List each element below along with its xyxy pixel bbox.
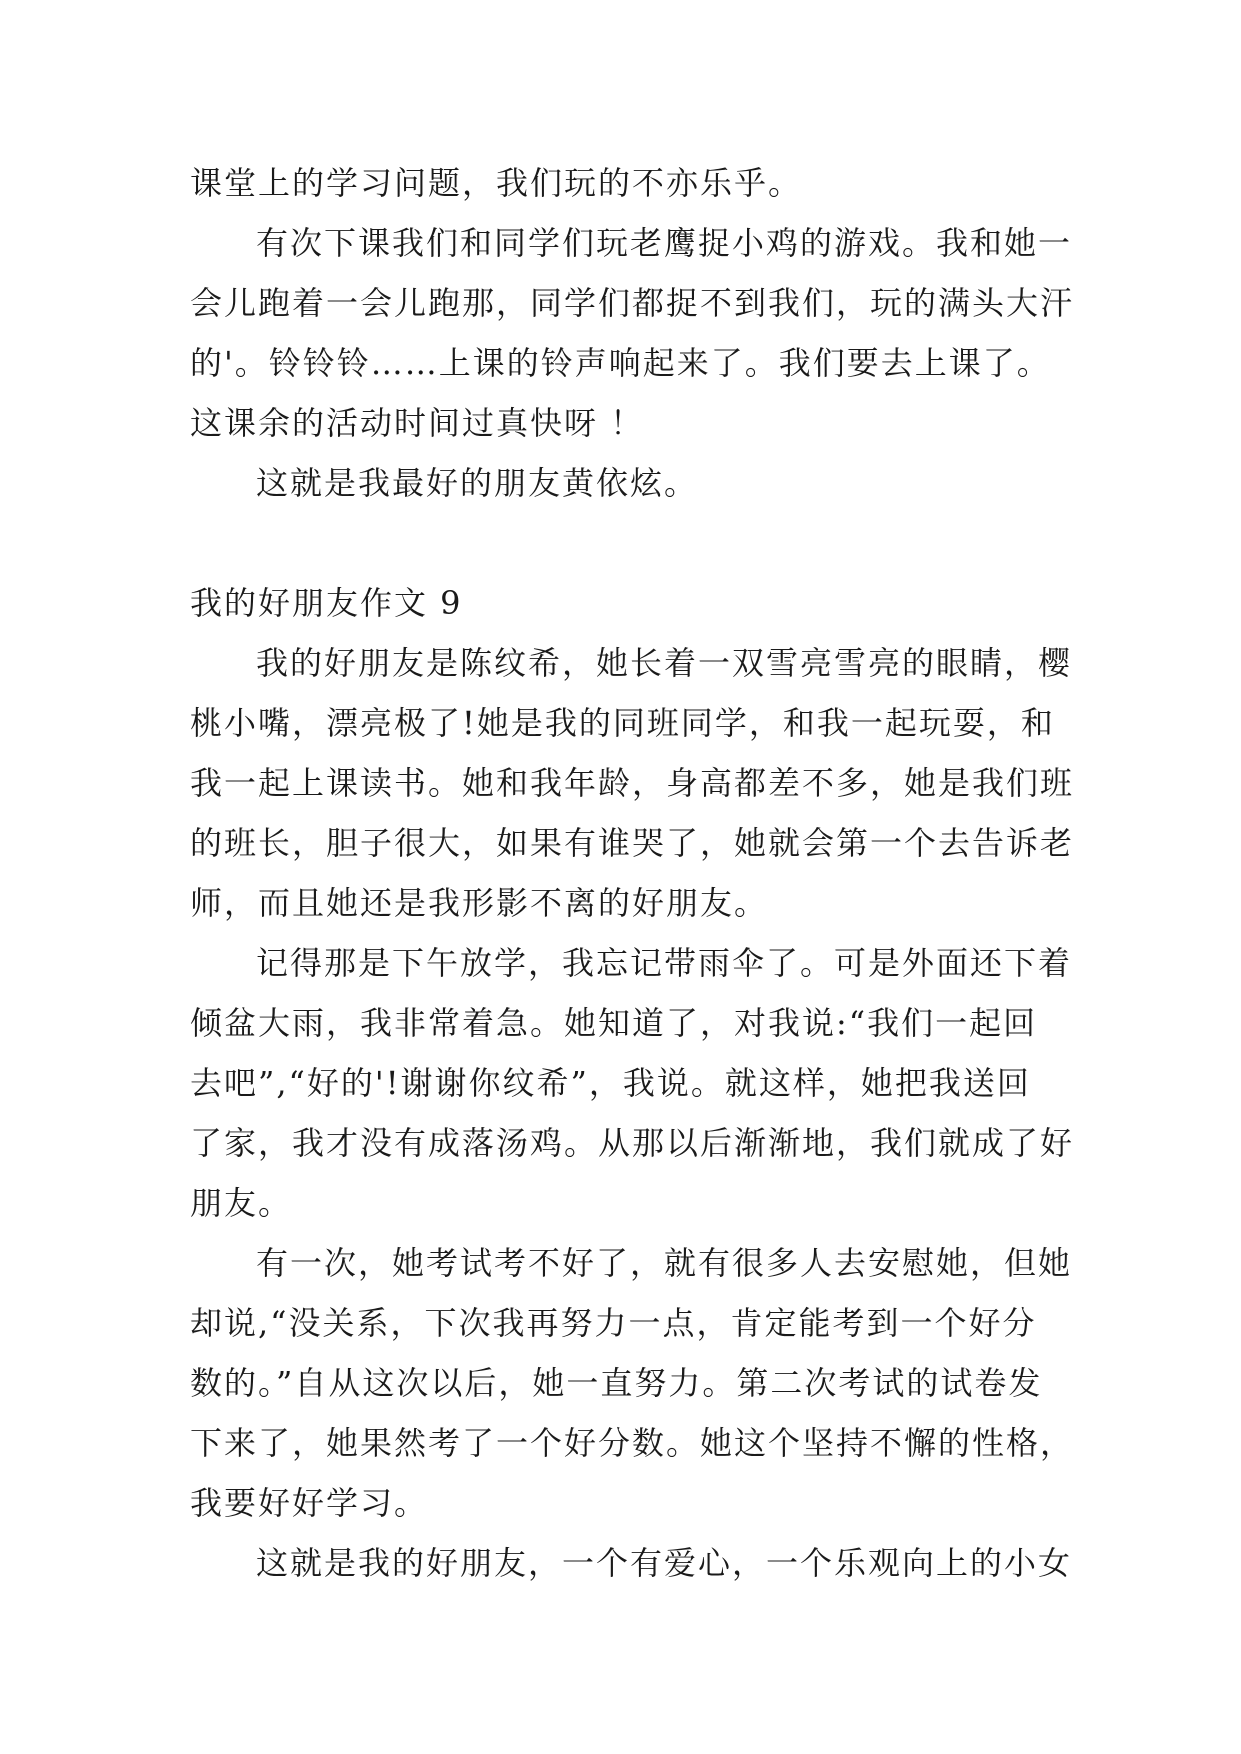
text-line: 去吧”,“好的'!谢谢你纹希”，我说。就这样，她把我送回 [190,1064,1031,1102]
paragraph-start-line: 有次下课我们和同学们玩老鹰捉小鸡的游戏。我和她一 [256,224,1073,262]
text-line: 我一起上课读书。她和我年龄，身高都差不多，她是我们班 [190,764,1075,802]
text-line: 的班长，胆子很大，如果有谁哭了，她就会第一个去告诉老 [190,824,1075,862]
text-line: 师，而且她还是我形影不离的好朋友。 [190,884,769,922]
paragraph-start-line: 这就是我最好的朋友黄依炫。 [256,464,699,502]
document-body [190,153,1075,1593]
paragraph-start-line: 记得那是下午放学，我忘记带雨伞了。可是外面还下着 [256,944,1073,982]
text-line: 了家，我才没有成落汤鸡。从那以后渐渐地，我们就成了好 [190,1124,1075,1162]
text-line: 的'。铃铃铃……上课的铃声响起来了。我们要去上课了。 [190,344,1051,382]
text-line: 桃小嘴，漂亮极了!她是我的同班同学，和我一起玩耍，和 [190,704,1055,742]
paragraph-start-line: 这就是我的好朋友，一个有爱心，一个乐观向上的小女 [256,1544,1073,1582]
text-line: 会儿跑着一会儿跑那，同学们都捉不到我们，玩的满头大汗 [190,284,1075,322]
text-line: 课堂上的学习问题，我们玩的不亦乐乎。 [190,164,803,202]
text-line: 朋友。 [190,1184,293,1222]
text-line: 这课余的活动时间过真快呀 ！ [190,404,645,442]
paragraph-start-line: 我的好朋友是陈纹希，她长着一双雪亮雪亮的眼睛，樱 [256,644,1073,682]
section-title: 我的好朋友作文 9 [190,584,463,622]
text-line: 却说,“没关系，下次我再努力一点，肯定能考到一个好分 [190,1304,1037,1342]
paragraph-start-line: 有一次，她考试考不好了，就有很多人去安慰她，但她 [256,1244,1073,1282]
text-line: 数的。”自从这次以后，她一直努力。第二次考试的试卷发 [190,1364,1043,1402]
text-line: 倾盆大雨，我非常着急。她知道了，对我说:“我们一起回 [190,1004,1038,1042]
text-line: 我要好好学习。 [190,1484,429,1522]
section-spacer [190,513,1050,573]
text-line: 下来了，她果然考了一个好分数。她这个坚持不懈的性格， [190,1424,1075,1462]
